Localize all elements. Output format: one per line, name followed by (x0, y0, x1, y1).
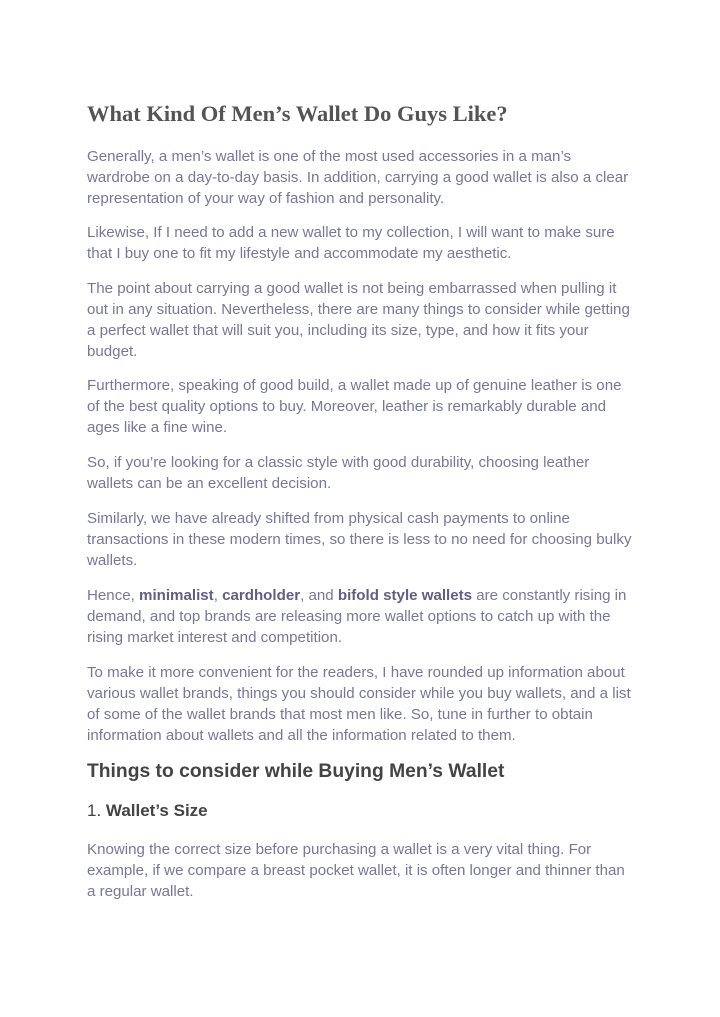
subsection-heading (87, 801, 208, 821)
hence-text-4: are constantly rising in demand, and top brands are releasing more wallet options to catch up with the rising market interest and competition. (87, 587, 627, 646)
article-title: What Kind Of Men’s Wallet Do Guys Like? (87, 101, 508, 126)
paragraph-convenient: To make it more convenient for the readers, I have rounded up information about various wallet brands, things you should consider while you buy wallets, and a list of some of the wallet brands that most men like. So, tune in further to obtain information about wallets and all the information related to them. (87, 664, 631, 744)
paragraph-classic: So, if you’re looking for a classic style with good durability, choosing leather wallets can be an excellent decision. (87, 454, 590, 492)
subsection-title: Wallet’s Size (105, 801, 208, 820)
subsection-number: 1. (87, 801, 106, 820)
paragraph-size: Knowing the correct size before purchasing a wallet is a very vital thing. For example, if we compare a breast pocket wallet, it is often longer and thinner than a regular wallet. (87, 841, 625, 900)
paragraph-cashless: Similarly, we have already shifted from physical cash payments to online transactions in these modern times, so there is less to no need for choosing bulky wallets. (87, 510, 632, 569)
paragraph-collection: Likewise, If I need to add a new wallet to my collection, I will want to make sure that I buy one to fit my lifestyle and accommodate my aesthetic. (87, 224, 615, 262)
hence-text-2: , (213, 587, 223, 604)
paragraph-intro: Generally, a men’s wallet is one of the most used accessories in a man’s wardrobe on a day-to-day basis. In addition, carrying a good wallet is also a clear representation of your way of fashion and personality. (87, 148, 629, 207)
bold-minimalist: minimalist (139, 587, 214, 604)
bold-cardholder: cardholder (222, 587, 301, 604)
bold-bifold: bifold style wallets (337, 587, 473, 604)
paragraph-leather: Furthermore, speaking of good build, a wallet made up of genuine leather is one of the best quality options to buy. Moreover, leather is remarkably durable and ages like a fine wine. (87, 377, 622, 436)
hence-text-3: , and (300, 587, 338, 604)
paragraph-point: The point about carrying a good wallet is not being embarrassed when pulling it out in any situation. Nevertheless, there are many things to consider while getting a perfect wallet that will suit you, including its size, type, and how it fits your budget. (87, 280, 630, 360)
section-heading: Things to consider while Buying Men’s Wallet (87, 761, 505, 782)
hence-text-1: Hence, (87, 587, 140, 604)
paragraph-hence (87, 585, 637, 648)
